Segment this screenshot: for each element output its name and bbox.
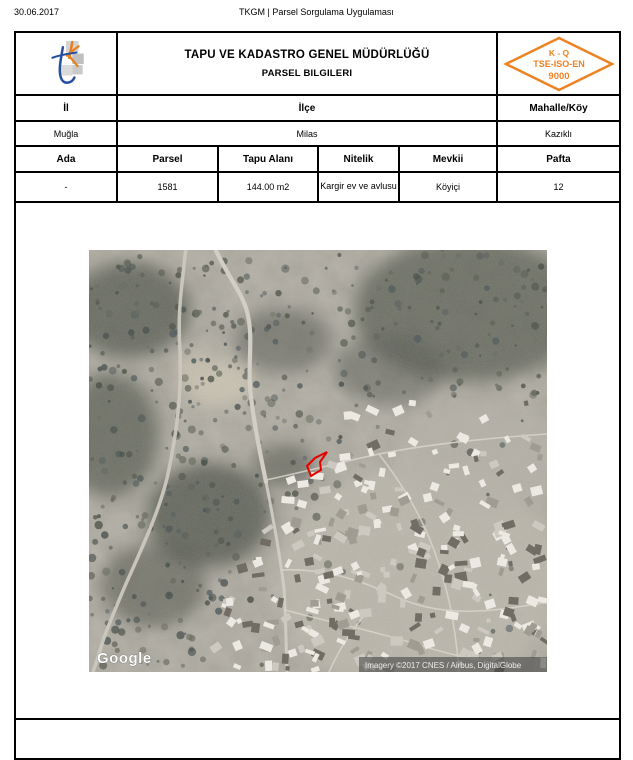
satellite-map [89, 250, 547, 672]
print-header [0, 0, 633, 31]
tkgm-logo-icon [47, 40, 85, 88]
parcel-document-table [14, 31, 621, 760]
document-title-cell [117, 32, 497, 95]
header-parsel: Parsel [117, 146, 218, 172]
badge-line3: 9000 [547, 70, 570, 82]
badge-line1: K - Q [548, 47, 569, 58]
value-il: Muğla [15, 121, 117, 146]
logo-cell [15, 32, 117, 95]
header-il: İl [15, 95, 117, 121]
google-logo: Google [96, 649, 152, 667]
value-ada: - [15, 172, 117, 202]
badge-cell [497, 32, 620, 95]
header-ada: Ada [15, 146, 117, 172]
value-mahalle-koy: Kazıklı [497, 121, 620, 146]
tse-iso-badge-icon [503, 36, 615, 92]
map-cell [15, 202, 620, 719]
value-mevkii: Köyiçi [399, 172, 497, 202]
value-pafta: 12 [497, 172, 620, 202]
value-nitelik: Kargir ev ve avlusu [318, 172, 399, 202]
value-ilce: Milas [117, 121, 497, 146]
org-title: TAPU VE KADASTRO GENEL MÜDÜRLÜĞÜ [184, 48, 430, 61]
table-footer-row [15, 719, 620, 759]
header-nitelik: Nitelik [318, 146, 399, 172]
value-parsel: 1581 [117, 172, 218, 202]
print-date: 30.06.2017 [14, 7, 60, 17]
print-app-title: TKGM | Parsel Sorgulama Uygulaması [239, 7, 394, 17]
value-tapu-alani: 144.00 m2 [218, 172, 318, 202]
doc-subtitle: PARSEL BILGILERI [261, 67, 353, 79]
header-ilce: İlçe [117, 95, 497, 121]
header-mevkii: Mevkii [399, 146, 497, 172]
map-attribution: Imagery ©2017 CNES / Airbus, DigitalGlobe [364, 660, 521, 670]
header-tapu-alani: Tapu Alanı [218, 146, 318, 172]
badge-line2: TSE-ISO-EN [532, 58, 585, 69]
header-pafta: Pafta [497, 146, 620, 172]
header-mahalle-koy: Mahalle/Köy [497, 95, 620, 121]
